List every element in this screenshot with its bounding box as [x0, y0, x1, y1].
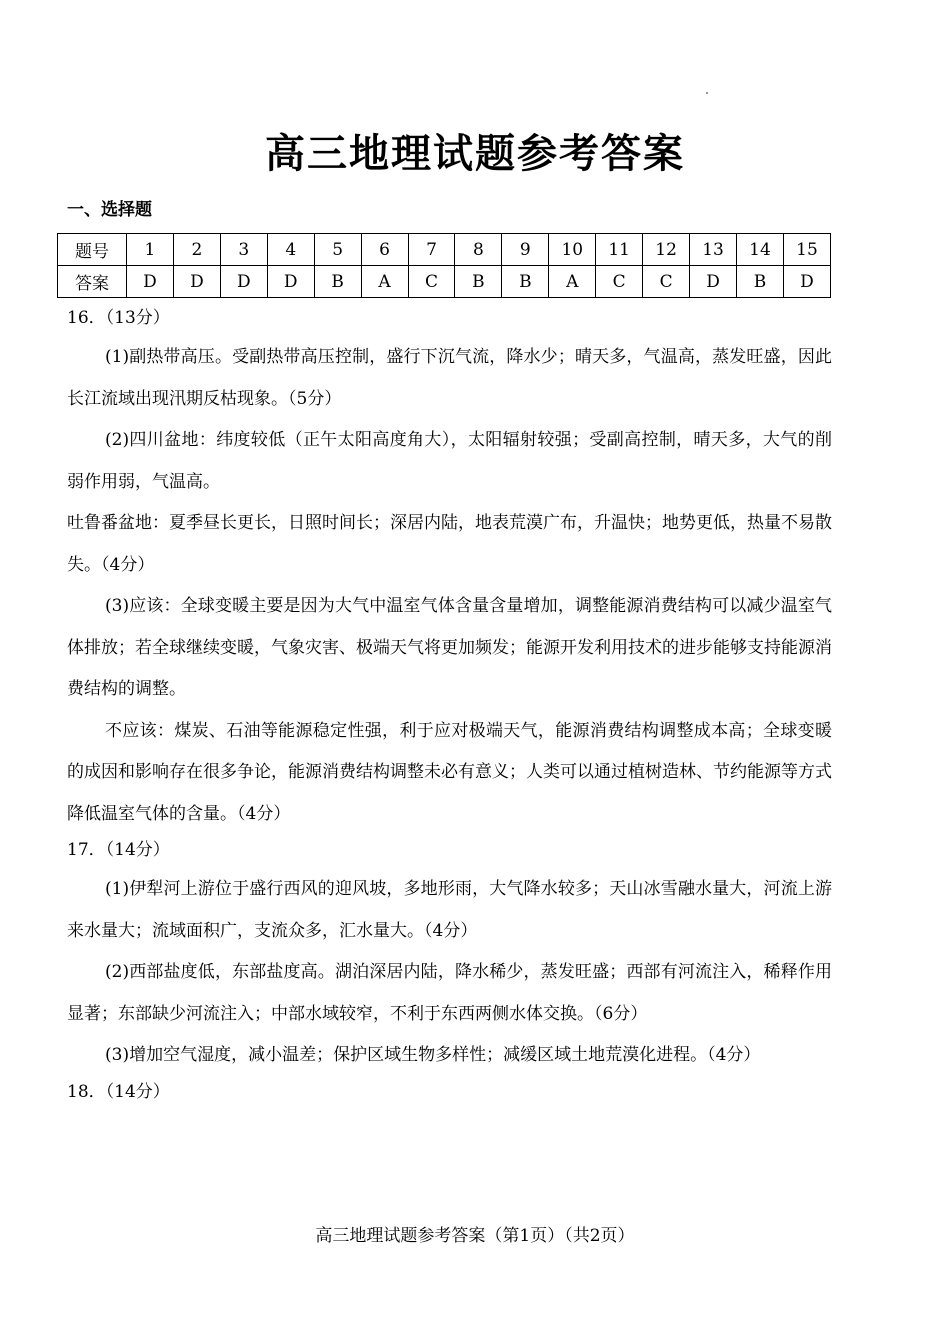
- question-18-heading: 18．（14分）: [67, 1081, 170, 1102]
- answer-content: [67, 303, 832, 1111]
- row-label-answer: 答案: [58, 266, 127, 298]
- row-label-number: 题号: [58, 234, 127, 266]
- question-number: 4: [267, 234, 314, 266]
- answer-cell: C: [643, 266, 690, 298]
- answer-cell: D: [173, 266, 220, 298]
- question-number: 1: [127, 234, 174, 266]
- table-row-numbers: [58, 234, 831, 266]
- question-number: 8: [455, 234, 502, 266]
- question-number: 10: [549, 234, 596, 266]
- question-number: 6: [361, 234, 408, 266]
- answer-cell: C: [596, 266, 643, 298]
- question-number: 2: [173, 234, 220, 266]
- question-number: 3: [220, 234, 267, 266]
- table-row-answers: [58, 266, 831, 298]
- question-number: 9: [502, 234, 549, 266]
- question-number: 5: [314, 234, 361, 266]
- answer-cell: D: [127, 266, 174, 298]
- question-number: 12: [643, 234, 690, 266]
- question-number: 11: [596, 234, 643, 266]
- answer-cell: B: [502, 266, 549, 298]
- question-number: 13: [690, 234, 737, 266]
- q17-part1: (1)伊犁河上游位于盛行西风的迎风坡，多地形雨，大气降水较多；天山冰雪融水量大，河流上游来水量大；流域面积广，支流众多，汇水量大。（4分）: [67, 879, 832, 941]
- question-16-heading: 16．（13分）: [67, 308, 170, 328]
- answer-cell: B: [314, 266, 361, 298]
- answer-cell: B: [736, 266, 783, 298]
- answer-cell: D: [690, 266, 737, 298]
- page-title: 高三地理试题参考答案: [265, 130, 685, 177]
- question-number: 15: [783, 234, 830, 266]
- q17-part3: (3)增加空气湿度，减小温差；保护区域生物多样性；减缓区域土地荒漠化进程。（4分）: [105, 1045, 761, 1065]
- answer-cell: D: [783, 266, 830, 298]
- q16-part3-should-not: 不应该：煤炭、石油等能源稳定性强，利于应对极端天气，能源消费结构调整成本高；全球变暖的成因和影响存在很多争论，能源消费结构调整未必有意义；人类可以通过植树造林、节约能源等方式降低温室气体的含量。（4分）: [67, 720, 832, 824]
- q16-part2-sichuan: (2)四川盆地：纬度较低（正午太阳高度角大），太阳辐射较强；受副高控制，晴天多，大气的削弱作用弱，气温高。: [67, 430, 832, 492]
- q16-part1: (1)副热带高压。受副热带高压控制，盛行下沉气流，降水少；晴天多，气温高，蒸发旺盛，因此长江流域出现汛期反枯现象。（5分）: [67, 347, 832, 409]
- q17-part2: (2)西部盐度低，东部盐度高。湖泊深居内陆，降水稀少，蒸发旺盛；西部有河流注入，稀释作用显著；东部缺少河流注入；中部水域较窄，不利于东西两侧水体交换。（6分）: [67, 962, 832, 1024]
- answer-cell: D: [220, 266, 267, 298]
- question-number: 14: [736, 234, 783, 266]
- section-heading-choice: 一、选择题: [67, 200, 152, 220]
- question-number: 7: [408, 234, 455, 266]
- answer-cell: B: [455, 266, 502, 298]
- scan-speck: [706, 92, 708, 94]
- page-footer: 高三地理试题参考答案（第1页）（共2页）: [315, 1226, 635, 1246]
- answer-cell: A: [549, 266, 596, 298]
- answer-cell: C: [408, 266, 455, 298]
- q16-part3-should: (3)应该：全球变暖主要是因为大气中温室气体含量含量增加，调整能源消费结构可以减少温室气体排放；若全球继续变暖，气象灾害、极端天气将更加频发；能源开发利用技术的进步能够支持能源消费结构的调整。: [67, 596, 832, 699]
- question-17-heading: 17．（14分）: [67, 840, 170, 860]
- answer-table: [57, 233, 831, 298]
- answer-cell: D: [267, 266, 314, 298]
- q16-part2-turpan: 吐鲁番盆地：夏季昼长更长，日照时间长；深居内陆，地表荒漠广布，升温快；地势更低，热量不易散失。（4分）: [67, 513, 832, 575]
- answer-cell: A: [361, 266, 408, 298]
